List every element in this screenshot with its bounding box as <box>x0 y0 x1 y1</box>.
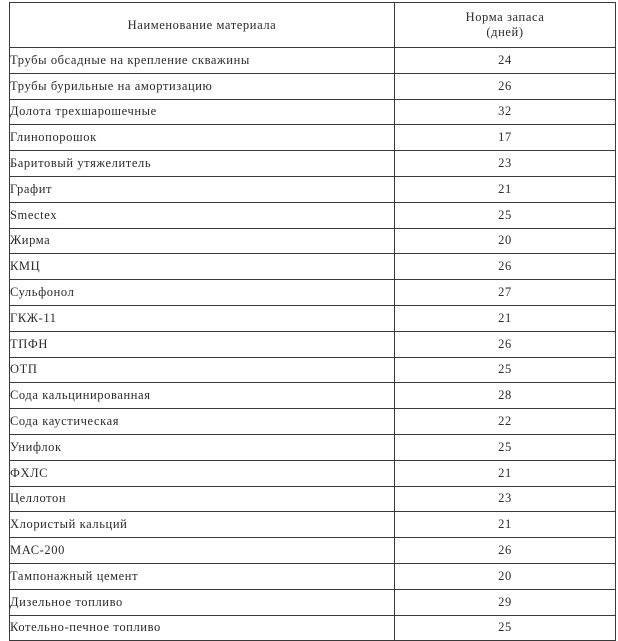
material-name-cell: Глинопорошок <box>10 125 395 151</box>
stock-norm-days-cell: 20 <box>395 228 616 254</box>
stock-norm-days-cell: 26 <box>395 331 616 357</box>
material-name-cell: Сода кальцинированная <box>10 383 395 409</box>
table-row <box>10 331 616 357</box>
table-row <box>10 357 616 383</box>
stock-norm-days-cell: 27 <box>395 280 616 306</box>
material-name-cell: Трубы обсадные на крепление скважины <box>10 48 395 74</box>
stock-norm-days-cell: 29 <box>395 589 616 615</box>
stock-norm-days-cell: 17 <box>395 125 616 151</box>
material-name-cell: Баритовый утяжелитель <box>10 151 395 177</box>
table-row <box>10 305 616 331</box>
stock-norm-days-cell: 23 <box>395 486 616 512</box>
stock-norm-days-cell: 26 <box>395 538 616 564</box>
stock-norm-days-cell: 21 <box>395 176 616 202</box>
stock-norm-days-cell: 20 <box>395 563 616 589</box>
material-name-cell: ФХЛС <box>10 460 395 486</box>
column-header-stock-norm-line1: Норма запаса <box>465 10 545 24</box>
material-name-cell: Долота трехшарошечные <box>10 99 395 125</box>
material-name-cell: МАС-200 <box>10 538 395 564</box>
stock-norm-days-cell: 23 <box>395 151 616 177</box>
material-name-cell: Сода каустическая <box>10 409 395 435</box>
stock-norm-days-cell: 25 <box>395 357 616 383</box>
material-name-cell: Унифлок <box>10 434 395 460</box>
column-header-stock-norm <box>395 3 616 48</box>
column-header-stock-norm-line2: (дней) <box>486 25 524 39</box>
material-name-cell: Дизельное топливо <box>10 589 395 615</box>
stock-norm-days-cell: 21 <box>395 512 616 538</box>
material-name-cell: Целлотон <box>10 486 395 512</box>
table-row <box>10 538 616 564</box>
table-row <box>10 73 616 99</box>
stock-norm-days-cell: 21 <box>395 305 616 331</box>
material-name-cell: Котельно-печное топливо <box>10 615 395 641</box>
table-row <box>10 615 616 641</box>
table-row <box>10 151 616 177</box>
materials-stock-table <box>9 2 616 641</box>
table-row <box>10 563 616 589</box>
material-name-cell: Хлористый кальций <box>10 512 395 538</box>
table-body <box>10 48 616 641</box>
column-header-material-name: Наименование материала <box>10 3 395 48</box>
stock-norm-days-cell: 22 <box>395 409 616 435</box>
table-row <box>10 99 616 125</box>
material-name-cell: Жирма <box>10 228 395 254</box>
table-row <box>10 280 616 306</box>
stock-norm-days-cell: 21 <box>395 460 616 486</box>
stock-norm-days-cell: 28 <box>395 383 616 409</box>
stock-norm-days-cell: 25 <box>395 202 616 228</box>
table-row <box>10 228 616 254</box>
table-row <box>10 125 616 151</box>
table-row <box>10 176 616 202</box>
material-name-cell: Smectex <box>10 202 395 228</box>
material-name-cell: Тампонажный цемент <box>10 563 395 589</box>
table-row <box>10 409 616 435</box>
table-row <box>10 254 616 280</box>
table-row <box>10 48 616 74</box>
stock-norm-days-cell: 26 <box>395 73 616 99</box>
stock-norm-days-cell: 24 <box>395 48 616 74</box>
material-name-cell: ОТП <box>10 357 395 383</box>
table-header-row <box>10 3 616 48</box>
table-row <box>10 202 616 228</box>
stock-norm-days-cell: 32 <box>395 99 616 125</box>
material-name-cell: Трубы бурильные на амортизацию <box>10 73 395 99</box>
table-row <box>10 434 616 460</box>
table-row <box>10 512 616 538</box>
stock-norm-days-cell: 25 <box>395 434 616 460</box>
material-name-cell: Графит <box>10 176 395 202</box>
table-row <box>10 486 616 512</box>
material-name-cell: КМЦ <box>10 254 395 280</box>
table-row <box>10 589 616 615</box>
stock-norm-days-cell: 25 <box>395 615 616 641</box>
material-name-cell: ГКЖ-11 <box>10 305 395 331</box>
table-row <box>10 383 616 409</box>
material-name-cell: Сульфонол <box>10 280 395 306</box>
material-name-cell: ТПФН <box>10 331 395 357</box>
stock-norm-days-cell: 26 <box>395 254 616 280</box>
table-row <box>10 460 616 486</box>
